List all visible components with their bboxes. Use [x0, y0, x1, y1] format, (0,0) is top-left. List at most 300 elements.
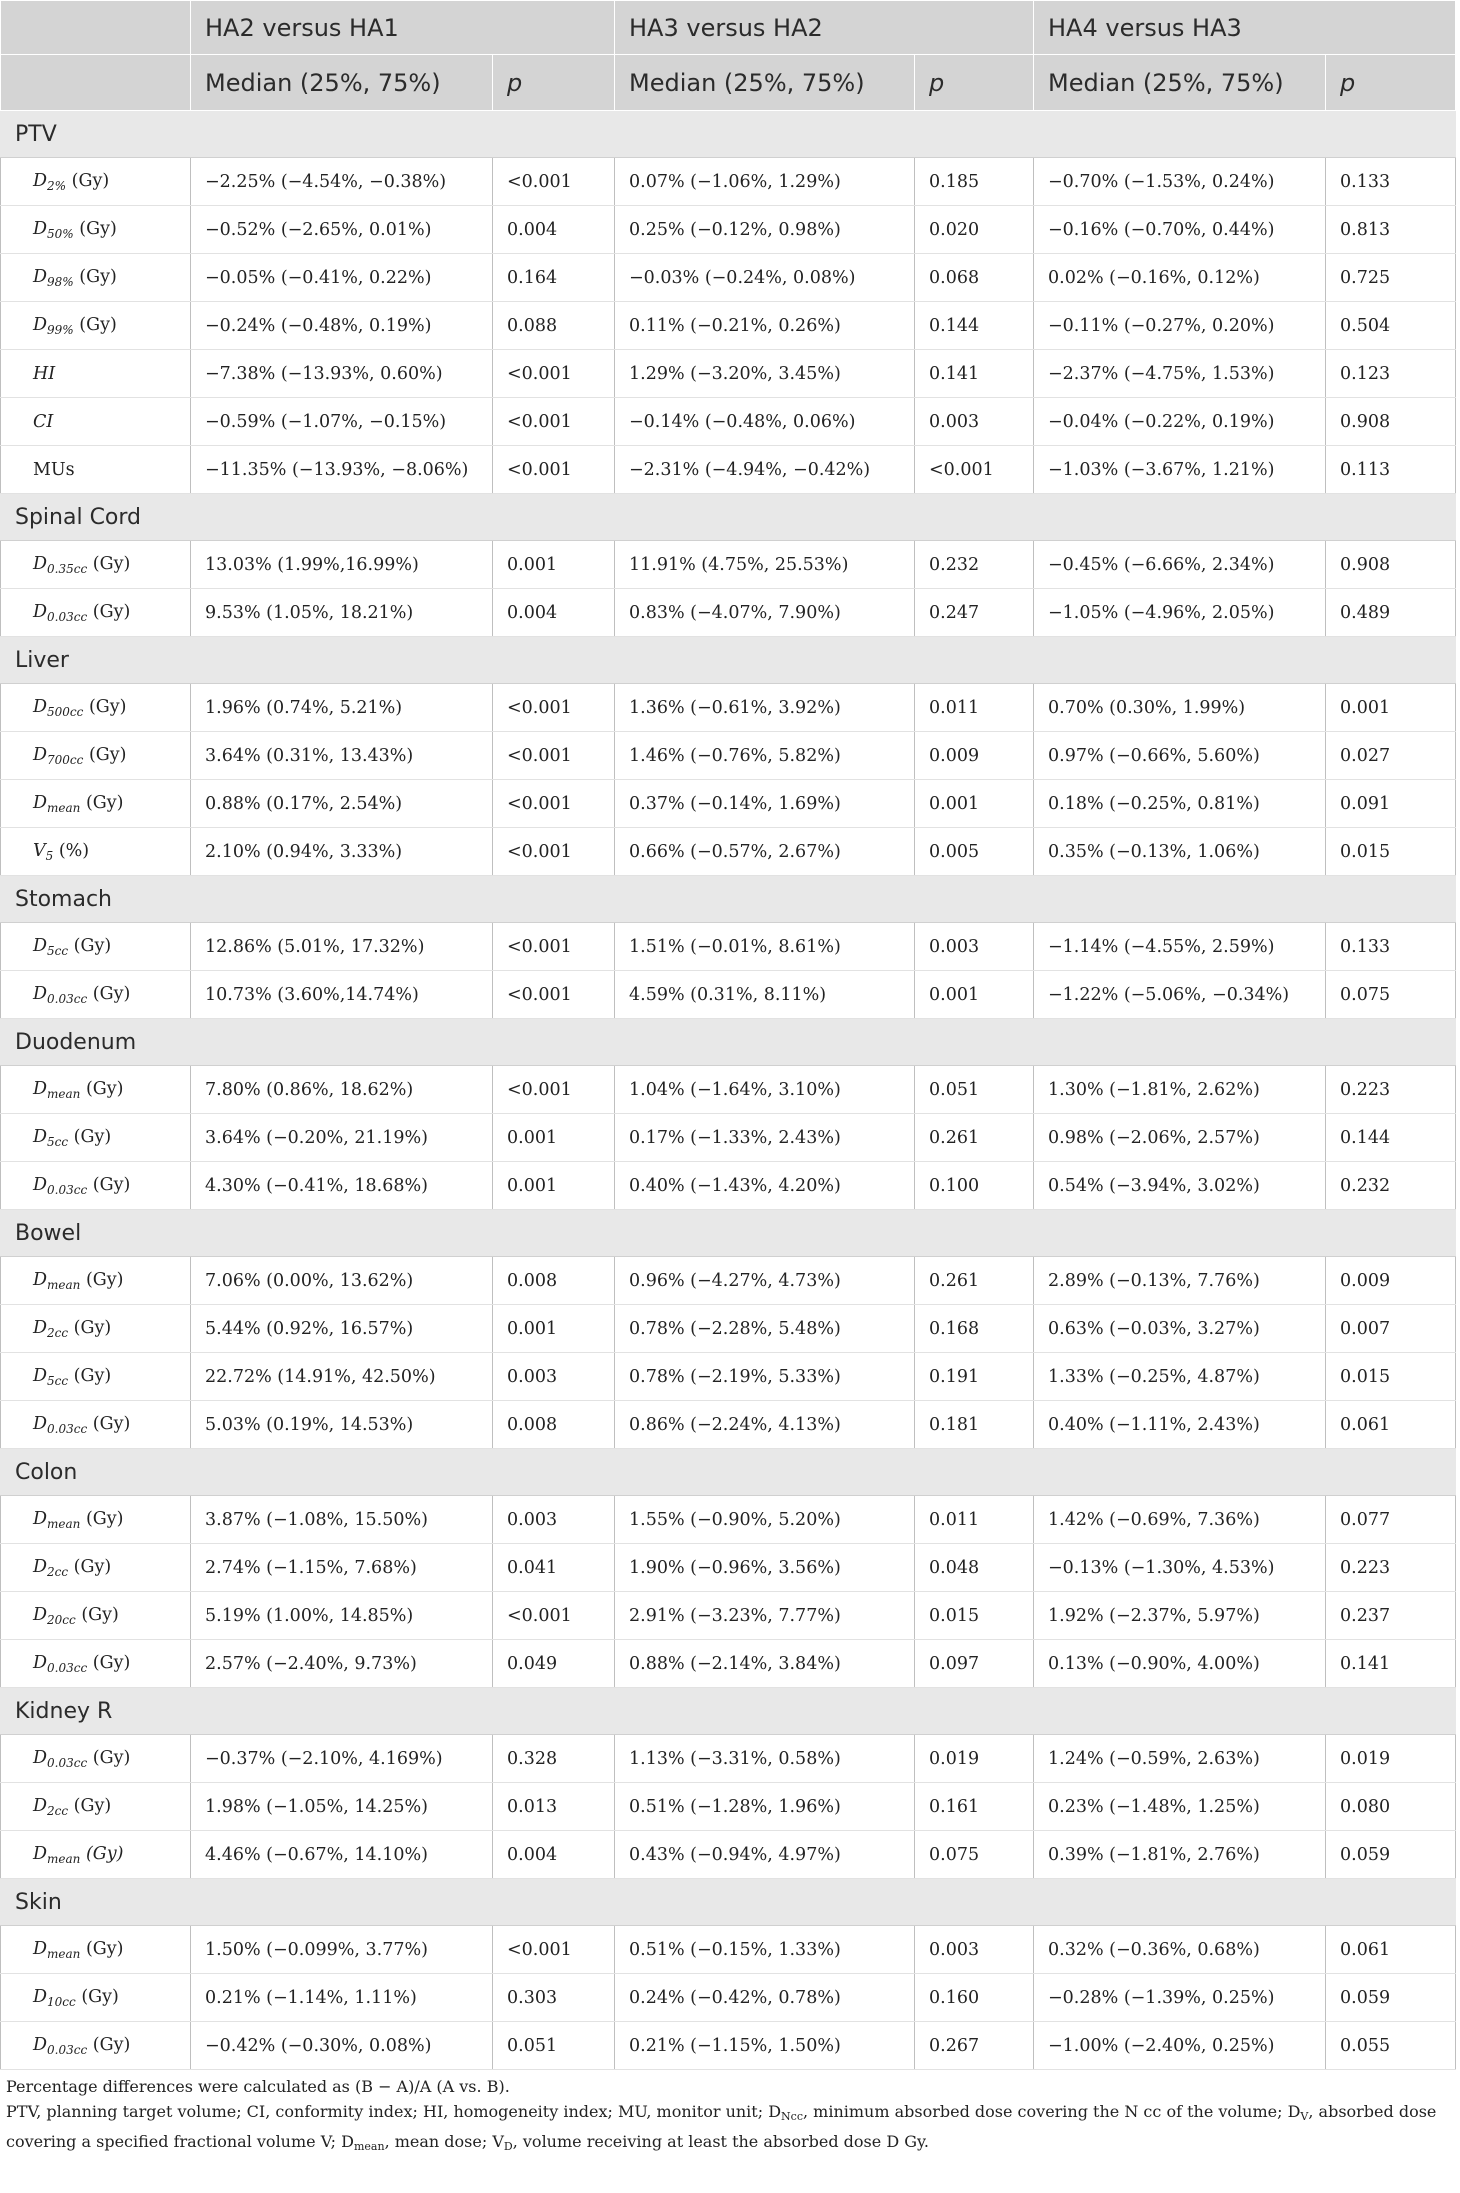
section-title: PTV	[1, 111, 1456, 158]
parameter-cell	[1, 1735, 191, 1783]
parameter-unit: (Gy)	[87, 1747, 131, 1768]
parameter-cell	[1, 1831, 191, 1879]
header-median-3: Median (25%, 75%)	[1034, 55, 1326, 111]
parameter-symbol: D	[33, 1747, 48, 1768]
p-ha3-vs-ha2: 0.232	[915, 541, 1034, 589]
median-ha2-vs-ha1: −0.52% (−2.65%, 0.01%)	[191, 206, 493, 254]
p-ha4-vs-ha3: 0.133	[1326, 158, 1456, 206]
table-row	[1, 684, 1456, 732]
p-ha2-vs-ha1: <0.001	[493, 971, 615, 1019]
parameter-cell	[1, 446, 191, 494]
p-ha3-vs-ha2: 0.019	[915, 1735, 1034, 1783]
p-ha4-vs-ha3: 0.237	[1326, 1592, 1456, 1640]
header-group-ha2-vs-ha1: HA2 versus HA1	[191, 1, 615, 55]
median-ha4-vs-ha3: 0.97% (−0.66%, 5.60%)	[1034, 732, 1326, 780]
parameter-cell	[1, 254, 191, 302]
p-ha3-vs-ha2: 0.247	[915, 589, 1034, 637]
p-ha2-vs-ha1: 0.164	[493, 254, 615, 302]
parameter-symbol: HI	[33, 363, 56, 384]
parameter-subscript: 0.03cc	[47, 1421, 88, 1436]
median-ha4-vs-ha3: 0.70% (0.30%, 1.99%)	[1034, 684, 1326, 732]
parameter-subscript: mean	[47, 1277, 81, 1292]
p-ha4-vs-ha3: 0.061	[1326, 1401, 1456, 1449]
parameter-unit: (Gy)	[80, 792, 124, 813]
median-ha2-vs-ha1: −0.24% (−0.48%, 0.19%)	[191, 302, 493, 350]
median-ha2-vs-ha1: 0.21% (−1.14%, 1.11%)	[191, 1974, 493, 2022]
parameter-unit: (Gy)	[87, 2034, 131, 2055]
median-ha4-vs-ha3: 0.13% (−0.90%, 4.00%)	[1034, 1640, 1326, 1688]
p-ha2-vs-ha1: 0.004	[493, 589, 615, 637]
parameter-cell	[1, 206, 191, 254]
p-ha2-vs-ha1: 0.001	[493, 1305, 615, 1353]
p-ha4-vs-ha3: 0.489	[1326, 589, 1456, 637]
parameter-unit: (Gy)	[68, 1795, 112, 1816]
parameter-symbol: D	[33, 1317, 48, 1338]
parameter-cell	[1, 1353, 191, 1401]
p-ha3-vs-ha2: 0.100	[915, 1162, 1034, 1210]
parameter-unit: (Gy)	[80, 1938, 124, 1959]
parameter-unit: (Gy)	[80, 1269, 124, 1290]
median-ha3-vs-ha2: 0.51% (−0.15%, 1.33%)	[615, 1926, 915, 1974]
median-ha4-vs-ha3: 1.42% (−0.69%, 7.36%)	[1034, 1496, 1326, 1544]
median-ha2-vs-ha1: 1.50% (−0.099%, 3.77%)	[191, 1926, 493, 1974]
parameter-cell	[1, 398, 191, 446]
p-ha2-vs-ha1: <0.001	[493, 1066, 615, 1114]
median-ha3-vs-ha2: 1.55% (−0.90%, 5.20%)	[615, 1496, 915, 1544]
median-ha2-vs-ha1: 5.03% (0.19%, 14.53%)	[191, 1401, 493, 1449]
median-ha2-vs-ha1: 4.46% (−0.67%, 14.10%)	[191, 1831, 493, 1879]
p-ha2-vs-ha1: <0.001	[493, 398, 615, 446]
section-title: Liver	[1, 637, 1456, 684]
median-ha3-vs-ha2: 0.25% (−0.12%, 0.98%)	[615, 206, 915, 254]
p-ha2-vs-ha1: <0.001	[493, 780, 615, 828]
table-row	[1, 446, 1456, 494]
parameter-cell	[1, 1162, 191, 1210]
parameter-symbol: D	[33, 1795, 48, 1816]
header-row-groups	[1, 1, 1456, 55]
p-ha2-vs-ha1: 0.008	[493, 1257, 615, 1305]
table-row	[1, 1353, 1456, 1401]
parameter-symbol: D	[33, 1078, 48, 1099]
parameter-cell	[1, 1926, 191, 1974]
parameter-subscript: mean	[47, 1086, 81, 1101]
median-ha3-vs-ha2: 0.21% (−1.15%, 1.50%)	[615, 2022, 915, 2070]
header-p-3: p	[1326, 55, 1456, 111]
p-ha3-vs-ha2: 0.001	[915, 971, 1034, 1019]
p-ha3-vs-ha2: 0.003	[915, 398, 1034, 446]
median-ha2-vs-ha1: −0.37% (−2.10%, 4.169%)	[191, 1735, 493, 1783]
parameter-subscript: 2cc	[47, 1803, 69, 1818]
parameter-symbol: D	[33, 170, 48, 191]
median-ha4-vs-ha3: 0.18% (−0.25%, 0.81%)	[1034, 780, 1326, 828]
p-ha2-vs-ha1: <0.001	[493, 158, 615, 206]
table-row	[1, 1496, 1456, 1544]
parameter-cell	[1, 350, 191, 398]
parameter-cell	[1, 1305, 191, 1353]
table-row	[1, 589, 1456, 637]
table-row	[1, 1401, 1456, 1449]
table-row	[1, 923, 1456, 971]
p-ha4-vs-ha3: 0.725	[1326, 254, 1456, 302]
p-ha3-vs-ha2: 0.267	[915, 2022, 1034, 2070]
parameter-subscript: 5cc	[47, 1134, 69, 1149]
parameter-symbol: D	[33, 744, 48, 765]
parameter-cell	[1, 684, 191, 732]
p-ha2-vs-ha1: <0.001	[493, 684, 615, 732]
p-ha3-vs-ha2: 0.048	[915, 1544, 1034, 1592]
footnote-text: PTV, planning target volume; CI, conformity index; HI, homogeneity index; MU, monitor unit; D	[6, 2102, 782, 2121]
header-p-1: p	[493, 55, 615, 111]
table-row	[1, 1974, 1456, 2022]
median-ha2-vs-ha1: 5.19% (1.00%, 14.85%)	[191, 1592, 493, 1640]
parameter-cell	[1, 1974, 191, 2022]
parameter-cell	[1, 1640, 191, 1688]
p-ha4-vs-ha3: 0.908	[1326, 398, 1456, 446]
p-ha3-vs-ha2: 0.051	[915, 1066, 1034, 1114]
parameter-cell	[1, 732, 191, 780]
median-ha2-vs-ha1: 7.06% (0.00%, 13.62%)	[191, 1257, 493, 1305]
table-row	[1, 1735, 1456, 1783]
median-ha3-vs-ha2: 0.66% (−0.57%, 2.67%)	[615, 828, 915, 876]
p-ha3-vs-ha2: 0.001	[915, 780, 1034, 828]
footnote-text: , minimum absorbed dose covering the N cc of the volume; D	[802, 2102, 1301, 2121]
median-ha2-vs-ha1: 2.10% (0.94%, 3.33%)	[191, 828, 493, 876]
parameter-symbol: D	[33, 1604, 48, 1625]
parameter-symbol: D	[33, 553, 48, 574]
table-row	[1, 1066, 1456, 1114]
median-ha4-vs-ha3: 1.24% (−0.59%, 2.63%)	[1034, 1735, 1326, 1783]
median-ha2-vs-ha1: 4.30% (−0.41%, 18.68%)	[191, 1162, 493, 1210]
median-ha3-vs-ha2: −2.31% (−4.94%, −0.42%)	[615, 446, 915, 494]
p-ha3-vs-ha2: <0.001	[915, 446, 1034, 494]
parameter-cell	[1, 541, 191, 589]
p-ha2-vs-ha1: 0.088	[493, 302, 615, 350]
median-ha3-vs-ha2: 0.86% (−2.24%, 4.13%)	[615, 1401, 915, 1449]
median-ha3-vs-ha2: 0.43% (−0.94%, 4.97%)	[615, 1831, 915, 1879]
p-ha4-vs-ha3: 0.813	[1326, 206, 1456, 254]
parameter-unit: (Gy)	[87, 1652, 131, 1673]
section-title: Kidney R	[1, 1688, 1456, 1735]
p-ha3-vs-ha2: 0.261	[915, 1257, 1034, 1305]
parameter-cell	[1, 1496, 191, 1544]
median-ha4-vs-ha3: −1.14% (−4.55%, 2.59%)	[1034, 923, 1326, 971]
parameter-unit: (Gy)	[73, 218, 117, 239]
parameter-unit: (Gy)	[87, 983, 131, 1004]
median-ha3-vs-ha2: 1.13% (−3.31%, 0.58%)	[615, 1735, 915, 1783]
parameter-subscript: mean	[47, 1516, 81, 1531]
p-ha4-vs-ha3: 0.055	[1326, 2022, 1456, 2070]
parameter-unit: (Gy)	[83, 744, 127, 765]
p-ha2-vs-ha1: 0.003	[493, 1353, 615, 1401]
p-ha4-vs-ha3: 0.223	[1326, 1544, 1456, 1592]
p-ha3-vs-ha2: 0.097	[915, 1640, 1034, 1688]
p-ha4-vs-ha3: 0.091	[1326, 780, 1456, 828]
parameter-symbol: D	[33, 1413, 48, 1434]
parameter-subscript: 99%	[47, 322, 74, 337]
parameter-symbol: D	[33, 1269, 48, 1290]
median-ha2-vs-ha1: 9.53% (1.05%, 18.21%)	[191, 589, 493, 637]
median-ha2-vs-ha1: 2.57% (−2.40%, 9.73%)	[191, 1640, 493, 1688]
median-ha4-vs-ha3: −0.16% (−0.70%, 0.44%)	[1034, 206, 1326, 254]
header-corner	[1, 1, 191, 55]
p-ha2-vs-ha1: <0.001	[493, 350, 615, 398]
median-ha3-vs-ha2: −0.14% (−0.48%, 0.06%)	[615, 398, 915, 446]
median-ha4-vs-ha3: 0.23% (−1.48%, 1.25%)	[1034, 1783, 1326, 1831]
median-ha2-vs-ha1: −7.38% (−13.93%, 0.60%)	[191, 350, 493, 398]
median-ha4-vs-ha3: 0.35% (−0.13%, 1.06%)	[1034, 828, 1326, 876]
median-ha2-vs-ha1: 12.86% (5.01%, 17.32%)	[191, 923, 493, 971]
median-ha3-vs-ha2: 0.24% (−0.42%, 0.78%)	[615, 1974, 915, 2022]
table-row	[1, 302, 1456, 350]
table-row	[1, 254, 1456, 302]
p-ha2-vs-ha1: 0.004	[493, 1831, 615, 1879]
header-p-2: p	[915, 55, 1034, 111]
parameter-symbol: D	[33, 1843, 48, 1864]
parameter-symbol: D	[33, 266, 48, 287]
table-row	[1, 780, 1456, 828]
median-ha3-vs-ha2: 1.04% (−1.64%, 3.10%)	[615, 1066, 915, 1114]
parameter-symbol: D	[33, 314, 48, 335]
median-ha3-vs-ha2: 0.11% (−0.21%, 0.26%)	[615, 302, 915, 350]
median-ha3-vs-ha2: 0.83% (−4.07%, 7.90%)	[615, 589, 915, 637]
parameter-cell	[1, 589, 191, 637]
p-ha2-vs-ha1: 0.049	[493, 1640, 615, 1688]
parameter-unit: (Gy)	[68, 1126, 112, 1147]
section-title: Spinal Cord	[1, 494, 1456, 541]
table-row	[1, 971, 1456, 1019]
section-row	[1, 1449, 1456, 1496]
median-ha2-vs-ha1: 3.64% (0.31%, 13.43%)	[191, 732, 493, 780]
median-ha4-vs-ha3: −1.22% (−5.06%, −0.34%)	[1034, 971, 1326, 1019]
parameter-unit: (Gy)	[87, 601, 131, 622]
section-title: Duodenum	[1, 1019, 1456, 1066]
parameter-unit: (Gy)	[75, 1604, 119, 1625]
parameter-symbol: D	[33, 218, 48, 239]
median-ha3-vs-ha2: 0.96% (−4.27%, 4.73%)	[615, 1257, 915, 1305]
median-ha4-vs-ha3: 0.32% (−0.36%, 0.68%)	[1034, 1926, 1326, 1974]
parameter-unit: (Gy)	[73, 266, 117, 287]
table-row	[1, 2022, 1456, 2070]
parameter-subscript: 500cc	[47, 704, 84, 719]
p-ha3-vs-ha2: 0.261	[915, 1114, 1034, 1162]
median-ha3-vs-ha2: 4.59% (0.31%, 8.11%)	[615, 971, 915, 1019]
parameter-unit: (Gy)	[75, 1986, 119, 2007]
table-row	[1, 541, 1456, 589]
parameter-symbol: D	[33, 1126, 48, 1147]
p-ha2-vs-ha1: 0.041	[493, 1544, 615, 1592]
section-row	[1, 637, 1456, 684]
parameter-unit: MUs	[33, 459, 75, 480]
table-row	[1, 1257, 1456, 1305]
section-title: Bowel	[1, 1210, 1456, 1257]
section-row	[1, 1019, 1456, 1066]
p-ha2-vs-ha1: <0.001	[493, 446, 615, 494]
p-ha4-vs-ha3: 0.015	[1326, 828, 1456, 876]
footnote-calculation: Percentage differences were calculated as (B − A)/A (A vs. B).	[6, 2077, 510, 2096]
p-ha2-vs-ha1: 0.051	[493, 2022, 615, 2070]
section-row	[1, 111, 1456, 158]
parameter-symbol: D	[33, 1508, 48, 1529]
table-body	[1, 111, 1456, 2070]
parameter-subscript: mean	[47, 1851, 81, 1866]
parameter-cell	[1, 1592, 191, 1640]
p-ha2-vs-ha1: <0.001	[493, 1592, 615, 1640]
p-ha2-vs-ha1: <0.001	[493, 923, 615, 971]
parameter-symbol: D	[33, 792, 48, 813]
table-row	[1, 1305, 1456, 1353]
parameter-symbol: V	[33, 840, 46, 861]
section-row	[1, 876, 1456, 923]
p-ha2-vs-ha1: 0.001	[493, 1114, 615, 1162]
parameter-subscript: 700cc	[47, 752, 84, 767]
median-ha2-vs-ha1: 2.74% (−1.15%, 7.68%)	[191, 1544, 493, 1592]
parameter-unit: (Gy)	[80, 1508, 124, 1529]
parameter-unit: (Gy)	[80, 1078, 124, 1099]
section-title: Colon	[1, 1449, 1456, 1496]
median-ha2-vs-ha1: 5.44% (0.92%, 16.57%)	[191, 1305, 493, 1353]
parameter-subscript: 2%	[47, 178, 67, 193]
median-ha4-vs-ha3: 1.33% (−0.25%, 4.87%)	[1034, 1353, 1326, 1401]
table-row	[1, 732, 1456, 780]
median-ha2-vs-ha1: −0.42% (−0.30%, 0.08%)	[191, 2022, 493, 2070]
p-ha3-vs-ha2: 0.141	[915, 350, 1034, 398]
parameter-symbol: D	[33, 601, 48, 622]
section-row	[1, 1210, 1456, 1257]
median-ha3-vs-ha2: 2.91% (−3.23%, 7.77%)	[615, 1592, 915, 1640]
median-ha2-vs-ha1: 1.98% (−1.05%, 14.25%)	[191, 1783, 493, 1831]
parameter-cell	[1, 2022, 191, 2070]
median-ha4-vs-ha3: −0.13% (−1.30%, 4.53%)	[1034, 1544, 1326, 1592]
table-header	[1, 1, 1456, 111]
parameter-subscript: 5	[45, 848, 54, 863]
median-ha3-vs-ha2: 0.78% (−2.28%, 5.48%)	[615, 1305, 915, 1353]
median-ha2-vs-ha1: 7.80% (0.86%, 18.62%)	[191, 1066, 493, 1114]
p-ha2-vs-ha1: 0.001	[493, 1162, 615, 1210]
parameter-cell	[1, 302, 191, 350]
parameter-symbol: D	[33, 1986, 48, 2007]
footnote-subscript: V	[1300, 2110, 1309, 2123]
p-ha3-vs-ha2: 0.144	[915, 302, 1034, 350]
p-ha4-vs-ha3: 0.009	[1326, 1257, 1456, 1305]
median-ha4-vs-ha3: −0.70% (−1.53%, 0.24%)	[1034, 158, 1326, 206]
parameter-symbol: CI	[33, 411, 54, 432]
p-ha3-vs-ha2: 0.005	[915, 828, 1034, 876]
median-ha4-vs-ha3: 0.63% (−0.03%, 3.27%)	[1034, 1305, 1326, 1353]
p-ha4-vs-ha3: 0.908	[1326, 541, 1456, 589]
header-group-ha4-vs-ha3: HA4 versus HA3	[1034, 1, 1456, 55]
p-ha2-vs-ha1: <0.001	[493, 1926, 615, 1974]
parameter-cell	[1, 971, 191, 1019]
median-ha3-vs-ha2: 1.90% (−0.96%, 3.56%)	[615, 1544, 915, 1592]
p-ha3-vs-ha2: 0.181	[915, 1401, 1034, 1449]
median-ha3-vs-ha2: 0.07% (−1.06%, 1.29%)	[615, 158, 915, 206]
median-ha2-vs-ha1: −0.59% (−1.07%, −0.15%)	[191, 398, 493, 446]
median-ha3-vs-ha2: 0.78% (−2.19%, 5.33%)	[615, 1353, 915, 1401]
parameter-symbol: D	[33, 1365, 48, 1386]
parameter-cell	[1, 1783, 191, 1831]
parameter-unit: (Gy)	[83, 696, 127, 717]
p-ha3-vs-ha2: 0.020	[915, 206, 1034, 254]
median-ha4-vs-ha3: 0.98% (−2.06%, 2.57%)	[1034, 1114, 1326, 1162]
table-row	[1, 206, 1456, 254]
parameter-cell	[1, 1257, 191, 1305]
p-ha2-vs-ha1: <0.001	[493, 828, 615, 876]
table-row	[1, 350, 1456, 398]
median-ha2-vs-ha1: 10.73% (3.60%,14.74%)	[191, 971, 493, 1019]
p-ha4-vs-ha3: 0.232	[1326, 1162, 1456, 1210]
median-ha4-vs-ha3: 0.39% (−1.81%, 2.76%)	[1034, 1831, 1326, 1879]
median-ha3-vs-ha2: 0.37% (−0.14%, 1.69%)	[615, 780, 915, 828]
p-ha4-vs-ha3: 0.141	[1326, 1640, 1456, 1688]
p-ha4-vs-ha3: 0.001	[1326, 684, 1456, 732]
p-ha3-vs-ha2: 0.015	[915, 1592, 1034, 1640]
median-ha4-vs-ha3: 0.40% (−1.11%, 2.43%)	[1034, 1401, 1326, 1449]
table-row	[1, 1831, 1456, 1879]
p-ha3-vs-ha2: 0.011	[915, 684, 1034, 732]
p-ha4-vs-ha3: 0.059	[1326, 1974, 1456, 2022]
parameter-subscript: 0.03cc	[47, 991, 88, 1006]
parameter-subscript: 2cc	[47, 1564, 69, 1579]
parameter-symbol: D	[33, 2034, 48, 2055]
median-ha4-vs-ha3: 2.89% (−0.13%, 7.76%)	[1034, 1257, 1326, 1305]
table-row	[1, 1544, 1456, 1592]
p-ha4-vs-ha3: 0.123	[1326, 350, 1456, 398]
p-ha2-vs-ha1: 0.003	[493, 1496, 615, 1544]
footnote-subscript: mean	[353, 2140, 385, 2153]
median-ha4-vs-ha3: −1.05% (−4.96%, 2.05%)	[1034, 589, 1326, 637]
p-ha3-vs-ha2: 0.009	[915, 732, 1034, 780]
parameter-subscript: 2cc	[47, 1325, 69, 1340]
footnote-abbreviations	[6, 2099, 1451, 2159]
table-row	[1, 1162, 1456, 1210]
median-ha2-vs-ha1: 13.03% (1.99%,16.99%)	[191, 541, 493, 589]
parameter-symbol: D	[33, 1652, 48, 1673]
median-ha4-vs-ha3: −1.00% (−2.40%, 0.25%)	[1034, 2022, 1326, 2070]
parameter-subscript: 0.03cc	[47, 609, 88, 624]
parameter-subscript: 5cc	[47, 943, 69, 958]
p-ha2-vs-ha1: 0.001	[493, 541, 615, 589]
parameter-subscript: 0.35cc	[47, 561, 88, 576]
table-footnotes	[0, 2070, 1457, 2159]
median-ha4-vs-ha3: 1.30% (−1.81%, 2.62%)	[1034, 1066, 1326, 1114]
median-ha3-vs-ha2: 0.51% (−1.28%, 1.96%)	[615, 1783, 915, 1831]
parameter-symbol: D	[33, 983, 48, 1004]
header-row-stats	[1, 55, 1456, 111]
p-ha3-vs-ha2: 0.168	[915, 1305, 1034, 1353]
parameter-cell	[1, 923, 191, 971]
parameter-cell	[1, 780, 191, 828]
parameter-subscript: 0.03cc	[47, 2042, 88, 2057]
parameter-cell	[1, 1401, 191, 1449]
footnote-text: , absorbed dose covering a specified fractional volume V; D	[6, 2102, 1437, 2151]
p-ha4-vs-ha3: 0.080	[1326, 1783, 1456, 1831]
parameter-symbol: D	[33, 1938, 48, 1959]
median-ha3-vs-ha2: 11.91% (4.75%, 25.53%)	[615, 541, 915, 589]
table-row	[1, 1592, 1456, 1640]
table-row	[1, 1926, 1456, 1974]
median-ha4-vs-ha3: 0.02% (−0.16%, 0.12%)	[1034, 254, 1326, 302]
parameter-subscript: mean	[47, 1946, 81, 1961]
footnote-subscript: Ncc	[781, 2110, 803, 2123]
p-ha3-vs-ha2: 0.161	[915, 1783, 1034, 1831]
header-median-2: Median (25%, 75%)	[615, 55, 915, 111]
parameter-subscript: 10cc	[47, 1994, 76, 2009]
median-ha4-vs-ha3: −0.28% (−1.39%, 0.25%)	[1034, 1974, 1326, 2022]
p-ha3-vs-ha2: 0.003	[915, 923, 1034, 971]
footnote-text: , mean dose; V	[384, 2132, 504, 2151]
table-row	[1, 828, 1456, 876]
median-ha2-vs-ha1: 0.88% (0.17%, 2.54%)	[191, 780, 493, 828]
